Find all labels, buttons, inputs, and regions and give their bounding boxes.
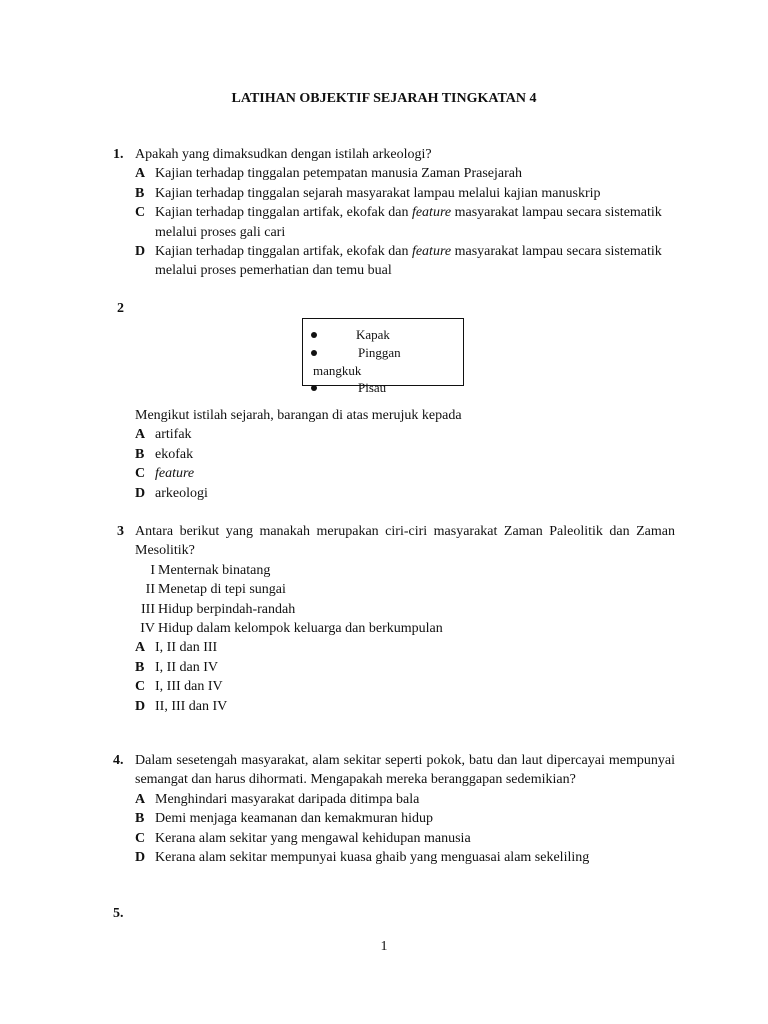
question-stem: Mengikut istilah sejarah, barangan di atas merujuk kepada [135, 408, 462, 423]
option-letter: A [135, 427, 146, 443]
statement-ii [135, 580, 675, 599]
option-b [135, 184, 675, 203]
box-item-label: Kapak [356, 327, 390, 342]
option-letter: D [135, 244, 146, 260]
bullet-icon [311, 332, 317, 338]
option-text: Kajian terhadap tinggalan petempatan manusia Zaman Prasejarah [155, 166, 522, 182]
option-letter: C [135, 830, 146, 846]
option-text: Kerana alam sekitar mempunyai kuasa ghaib yang menguasai alam sekeliling [155, 850, 590, 866]
option-text: II, III dan IV [155, 698, 228, 714]
option-text-part: Kajian terhadap tinggalan artifak, ekofak dan [155, 205, 412, 221]
option-text: I, II dan III [155, 640, 218, 656]
question-1 [113, 145, 675, 281]
option-a [135, 164, 675, 183]
question-stem: Apakah yang dimaksudkan dengan istilah arkeologi? [135, 147, 432, 162]
statement-text: Hidup berpindah-randah [158, 601, 296, 617]
option-text-part: Kajian terhadap tinggalan artifak, ekofak dan [155, 244, 412, 260]
option-letter: A [135, 791, 146, 807]
option-letter: B [135, 811, 145, 827]
option-letter: B [135, 185, 145, 201]
option-c [135, 677, 675, 696]
option-text: I, II dan IV [155, 659, 218, 675]
page-title: LATIHAN OBJEKTIF SEJARAH TINGKATAN 4 [231, 91, 537, 106]
bullet-icon [311, 385, 317, 391]
option-a [135, 790, 675, 809]
statement-i [135, 561, 675, 580]
question-number: 2 [117, 301, 124, 316]
statement-iii [135, 600, 675, 619]
option-text: Menghindari masyarakat daripada ditimpa bala [155, 791, 420, 807]
question-2 [113, 406, 675, 503]
option-letter: C [135, 679, 146, 695]
option-c [135, 203, 675, 242]
box-item-label: Pisau [358, 380, 387, 395]
option-text: Demi menjaga keamanan dan kemakmuran hidup [155, 811, 433, 827]
bullet-icon [311, 350, 317, 356]
statement-text: Hidup dalam kelompok keluarga dan berkumpulan [158, 621, 443, 637]
option-text [155, 203, 675, 242]
option-text: artifak [155, 427, 192, 443]
question-number: 1. [113, 147, 124, 162]
option-b [135, 445, 675, 464]
statement-iv [135, 619, 675, 638]
question-stem: Antara berikut yang manakah merupakan ciri-ciri masyarakat Zaman Paleolitik dan Zaman Mesolitik? [135, 524, 675, 559]
option-d [135, 848, 675, 867]
option-letter: D [135, 698, 146, 714]
option-text [155, 242, 675, 281]
option-text-emphasis: feature [411, 205, 452, 221]
option-letter: A [135, 166, 146, 182]
option-c [135, 829, 675, 848]
statement-text: Menetap di tepi sungai [158, 582, 286, 598]
question-number: 4. [113, 753, 124, 768]
option-text: arkeologi [155, 485, 208, 501]
statement-text: Menternak binatang [158, 562, 271, 578]
option-d [135, 697, 675, 716]
statement-numeral: II [145, 582, 155, 598]
statement-numeral: III [141, 601, 155, 617]
statement-numeral: IV [140, 621, 155, 637]
option-letter: D [135, 485, 146, 501]
question-3 [113, 522, 675, 716]
option-a [135, 425, 675, 444]
option-text: Kajian terhadap tinggalan sejarah masyarakat lampau melalui kajian manuskrip [155, 185, 601, 201]
option-text: feature [155, 466, 195, 482]
option-b [135, 658, 675, 677]
option-text: ekofak [155, 446, 194, 462]
option-b [135, 809, 675, 828]
question-number: 3 [117, 524, 124, 539]
option-text-part: masyarakat lampau secara sistematik melalui proses pemerhatian dan temu bual [155, 244, 662, 279]
option-text: Kerana alam sekitar yang mengawal kehidupan manusia [155, 830, 471, 846]
option-letter: A [135, 640, 146, 656]
question-4 [113, 751, 675, 867]
option-text-emphasis: feature [411, 244, 452, 260]
question-number: 5. [113, 906, 124, 921]
option-a [135, 638, 675, 657]
box-item-label: mangkuk [313, 363, 362, 378]
option-letter: D [135, 850, 146, 866]
question-stem: Dalam sesetengah masyarakat, alam sekitar seperti pokok, batu dan laut dipercayai mempunyai semangat dan harus dihormati. Mengapakah mereka beranggapan sedemikian? [135, 753, 675, 788]
box-item-label: Pinggan [358, 345, 401, 360]
option-letter: B [135, 446, 145, 462]
option-text-part: masyarakat lampau secara sistematik melalui proses gali cari [155, 205, 662, 240]
option-letter: C [135, 466, 146, 482]
option-d [135, 484, 675, 503]
option-c [135, 464, 675, 483]
statement-numeral: I [150, 562, 155, 578]
option-letter: C [135, 205, 146, 221]
option-d [135, 242, 675, 281]
option-letter: B [135, 659, 145, 675]
page-number: 1 [380, 939, 388, 954]
items-box [302, 318, 464, 395]
option-text: I, III dan IV [155, 679, 223, 695]
